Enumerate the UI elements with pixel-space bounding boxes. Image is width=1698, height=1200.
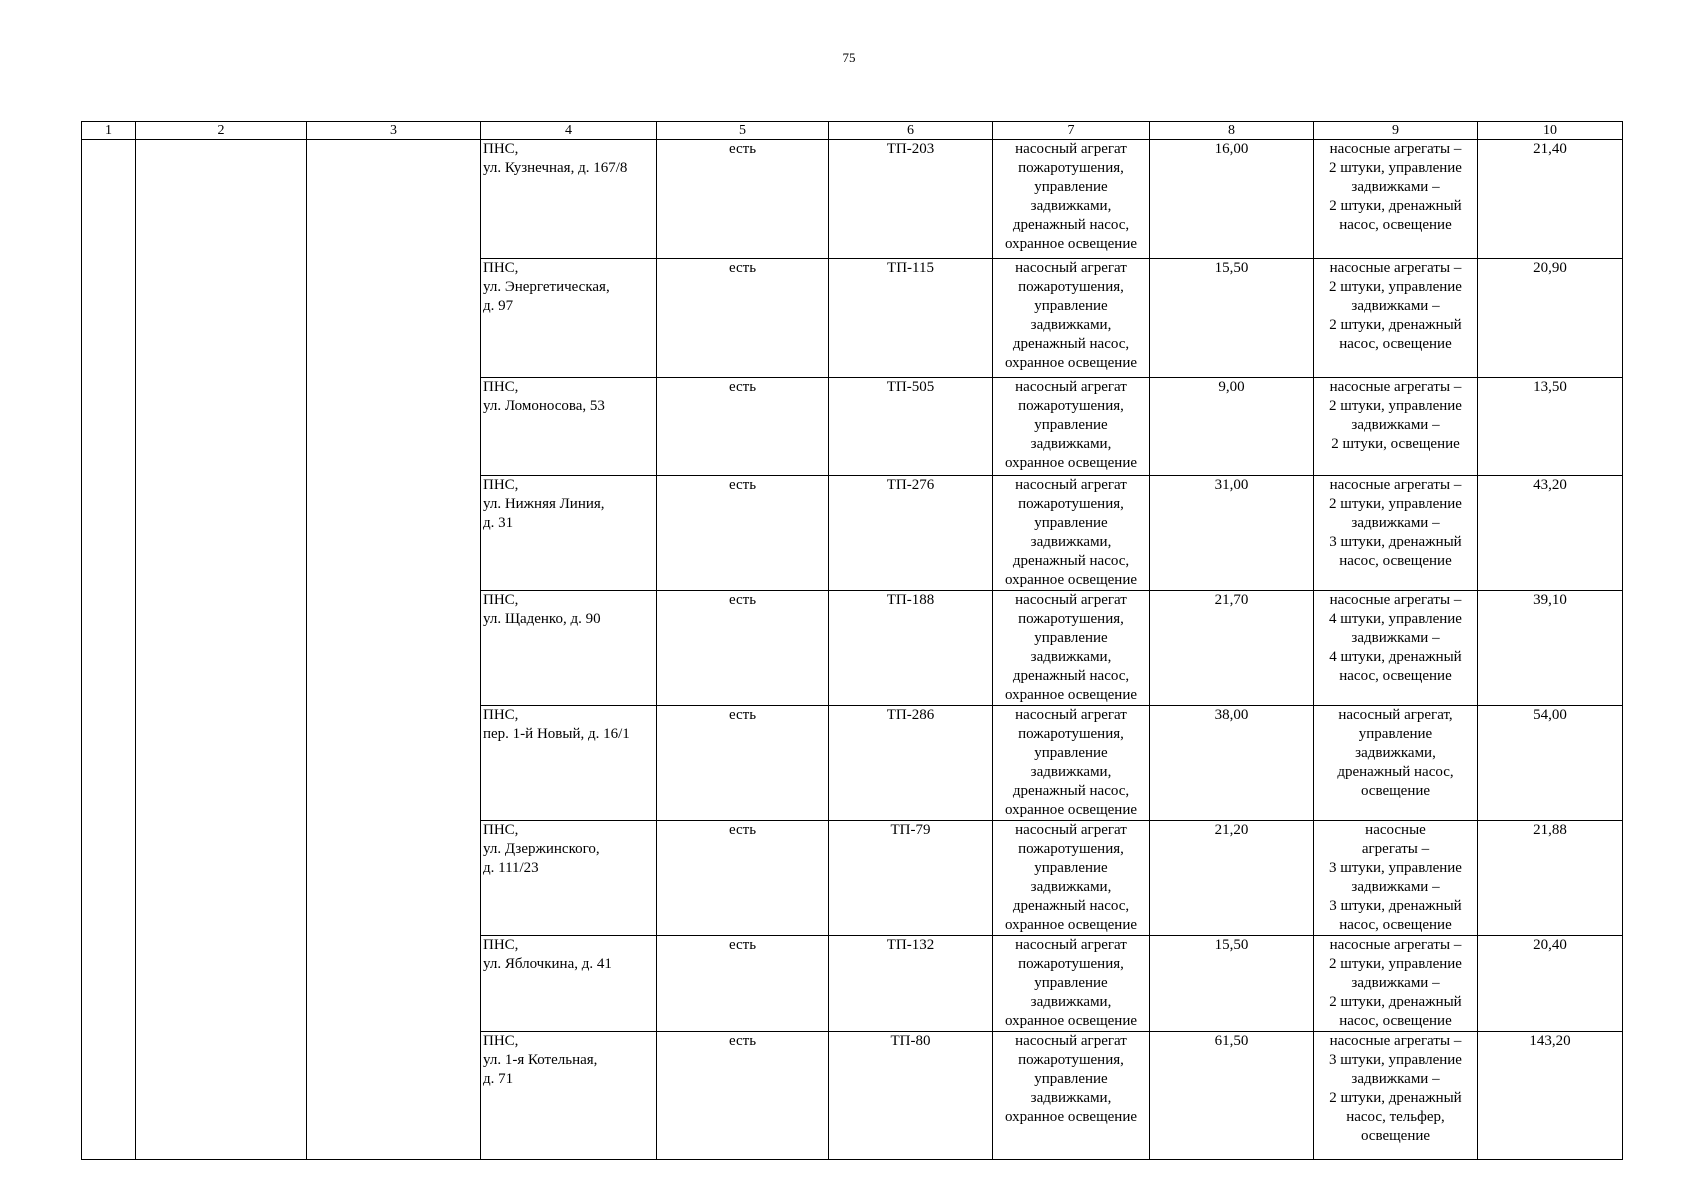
transformer-substation: ТП-188 [829, 591, 993, 706]
data-table [81, 121, 1623, 1160]
availability: есть [657, 821, 829, 936]
column-header: 5 [657, 122, 829, 140]
equipment-list: насосный агрегат пожаротушения, управление задвижками, дренажный насос, охранное освещение [993, 476, 1150, 591]
equipment-details: насосные агрегаты – 2 штуки, управление задвижками – 2 штуки, дренажный насос, освещение [1314, 140, 1478, 259]
station-address: ПНС, ул. 1-я Котельная, д. 71 [481, 1032, 657, 1160]
availability: есть [657, 140, 829, 259]
value-col8: 9,00 [1150, 378, 1314, 476]
column-header: 3 [307, 122, 481, 140]
value-col8: 21,20 [1150, 821, 1314, 936]
equipment-list: насосный агрегат пожаротушения, управление задвижками, охранное освещение [993, 936, 1150, 1032]
column-header: 2 [136, 122, 307, 140]
transformer-substation: ТП-286 [829, 706, 993, 821]
empty-cell-col1 [82, 140, 136, 1160]
equipment-list: насосный агрегат пожаротушения, управление задвижками, дренажный насос, охранное освещение [993, 706, 1150, 821]
station-address: ПНС, ул. Кузнечная, д. 167/8 [481, 140, 657, 259]
transformer-substation: ТП-505 [829, 378, 993, 476]
availability: есть [657, 591, 829, 706]
value-col10: 20,90 [1478, 259, 1623, 378]
transformer-substation: ТП-276 [829, 476, 993, 591]
station-address: ПНС, ул. Энергетическая, д. 97 [481, 259, 657, 378]
value-col8: 21,70 [1150, 591, 1314, 706]
column-header: 1 [82, 122, 136, 140]
station-address: ПНС, ул. Щаденко, д. 90 [481, 591, 657, 706]
equipment-details: насосные агрегаты – 2 штуки, управление задвижками – 2 штуки, дренажный насос, освещение [1314, 259, 1478, 378]
equipment-details: насосный агрегат, управление задвижками, дренажный насос, освещение [1314, 706, 1478, 821]
value-col8: 16,00 [1150, 140, 1314, 259]
availability: есть [657, 1032, 829, 1160]
station-address: ПНС, пер. 1-й Новый, д. 16/1 [481, 706, 657, 821]
column-header: 8 [1150, 122, 1314, 140]
availability: есть [657, 706, 829, 821]
station-address: ПНС, ул. Нижняя Линия, д. 31 [481, 476, 657, 591]
value-col10: 39,10 [1478, 591, 1623, 706]
equipment-list: насосный агрегат пожаротушения, управление задвижками, охранное освещение [993, 1032, 1150, 1160]
value-col8: 15,50 [1150, 259, 1314, 378]
value-col8: 61,50 [1150, 1032, 1314, 1160]
value-col10: 143,20 [1478, 1032, 1623, 1160]
equipment-details: насосные агрегаты – 3 штуки, управление задвижками – 3 штуки, дренажный насос, освещение [1314, 821, 1478, 936]
equipment-details: насосные агрегаты – 3 штуки, управление задвижками – 2 штуки, дренажный насос, тельфер, освещение [1314, 1032, 1478, 1160]
column-header: 9 [1314, 122, 1478, 140]
value-col8: 38,00 [1150, 706, 1314, 821]
header-row [82, 122, 1623, 140]
equipment-details: насосные агрегаты – 4 штуки, управление задвижками – 4 штуки, дренажный насос, освещение [1314, 591, 1478, 706]
page-number: 75 [842, 50, 856, 65]
equipment-details: насосные агрегаты – 2 штуки, управление задвижками – 2 штуки, дренажный насос, освещение [1314, 936, 1478, 1032]
column-header: 4 [481, 122, 657, 140]
equipment-list: насосный агрегат пожаротушения, управление задвижками, дренажный насос, охранное освещение [993, 140, 1150, 259]
value-col10: 54,00 [1478, 706, 1623, 821]
value-col10: 21,40 [1478, 140, 1623, 259]
availability: есть [657, 476, 829, 591]
availability: есть [657, 936, 829, 1032]
station-address: ПНС, ул. Яблочкина, д. 41 [481, 936, 657, 1032]
equipment-list: насосный агрегат пожаротушения, управление задвижками, охранное освещение [993, 378, 1150, 476]
value-col10: 43,20 [1478, 476, 1623, 591]
value-col10: 21,88 [1478, 821, 1623, 936]
value-col8: 15,50 [1150, 936, 1314, 1032]
value-col10: 20,40 [1478, 936, 1623, 1032]
empty-cell-col3 [307, 140, 481, 1160]
equipment-details: насосные агрегаты – 2 штуки, управление задвижками – 3 штуки, дренажный насос, освещение [1314, 476, 1478, 591]
column-header: 6 [829, 122, 993, 140]
column-header: 7 [993, 122, 1150, 140]
value-col8: 31,00 [1150, 476, 1314, 591]
availability: есть [657, 259, 829, 378]
column-header: 10 [1478, 122, 1623, 140]
equipment-list: насосный агрегат пожаротушения, управление задвижками, дренажный насос, охранное освещение [993, 591, 1150, 706]
transformer-substation: ТП-80 [829, 1032, 993, 1160]
transformer-substation: ТП-132 [829, 936, 993, 1032]
equipment-details: насосные агрегаты – 2 штуки, управление задвижками – 2 штуки, освещение [1314, 378, 1478, 476]
empty-cell-col2 [136, 140, 307, 1160]
equipment-list: насосный агрегат пожаротушения, управление задвижками, дренажный насос, охранное освещение [993, 259, 1150, 378]
transformer-substation: ТП-203 [829, 140, 993, 259]
transformer-substation: ТП-79 [829, 821, 993, 936]
table-row [82, 140, 1623, 259]
station-address: ПНС, ул. Ломоносова, 53 [481, 378, 657, 476]
value-col10: 13,50 [1478, 378, 1623, 476]
transformer-substation: ТП-115 [829, 259, 993, 378]
equipment-list: насосный агрегат пожаротушения, управление задвижками, дренажный насос, охранное освещение [993, 821, 1150, 936]
availability: есть [657, 378, 829, 476]
station-address: ПНС, ул. Дзержинского, д. 111/23 [481, 821, 657, 936]
